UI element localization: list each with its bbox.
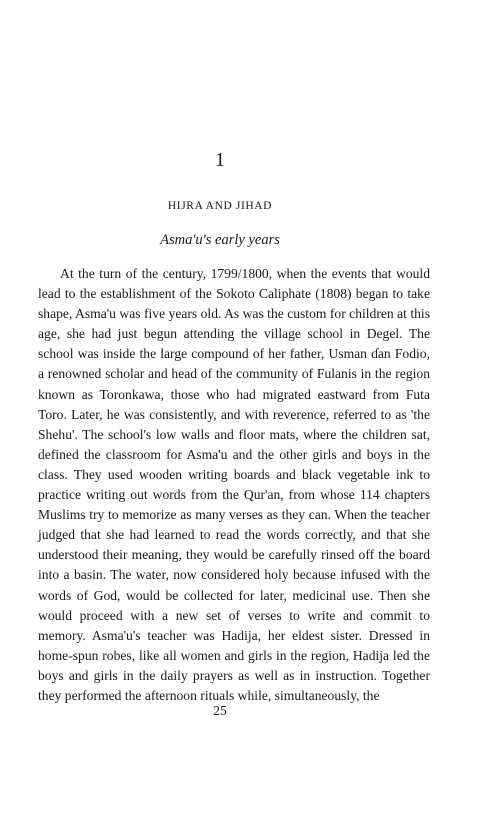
chapter-number: 1 <box>215 149 225 171</box>
page-number: 25 <box>213 703 227 718</box>
body-paragraph: At the turn of the century, 1799/1800, when the events that would lead to the establishment of the Sokoto Caliphate (1808) began to take shape, Asma'u was five years old. As was the custom for children at this age, she had just begun attending the village school in Degel. The school was inside the large compound of her father, Usman ɗan Fodio, a renowned scholar and head of the community of Fulanis in the region known as Toronkawa, those who had migrated eastward from Futa Toro. Later, he was consistently, and with reverence, referred to as 'the Shehu'. The school's low walls and floor mats, where the children sat, defined the classroom for Asma'u and the other girls and boys in the class. They used wooden writing boards and black vegetable ink to practice writing out words from the Qur'an, from whose 114 chapters Muslims try to memorize as many verses as they can. When the teacher judged that she had learned to read the words correctly, and that she understood their meaning, they would be carefully rinsed off the board into a basin. The water, now considered holy because infused with the words of God, would be collected for later, medicinal use. Then she would proceed with a new set of verses to write and commit to memory. Asma'u's teacher was Hadija, her eldest sister. Dressed in home-spun robes, like all women and girls in the region, Hadija led the boys and girls in the daily prayers as well as in instruction. Together they performed the afternoon rituals while, simultaneously, the <box>38 266 430 703</box>
section-subtitle: Asma'u's early years <box>160 232 280 248</box>
chapter-title: HIJRA AND JIHAD <box>167 200 273 212</box>
